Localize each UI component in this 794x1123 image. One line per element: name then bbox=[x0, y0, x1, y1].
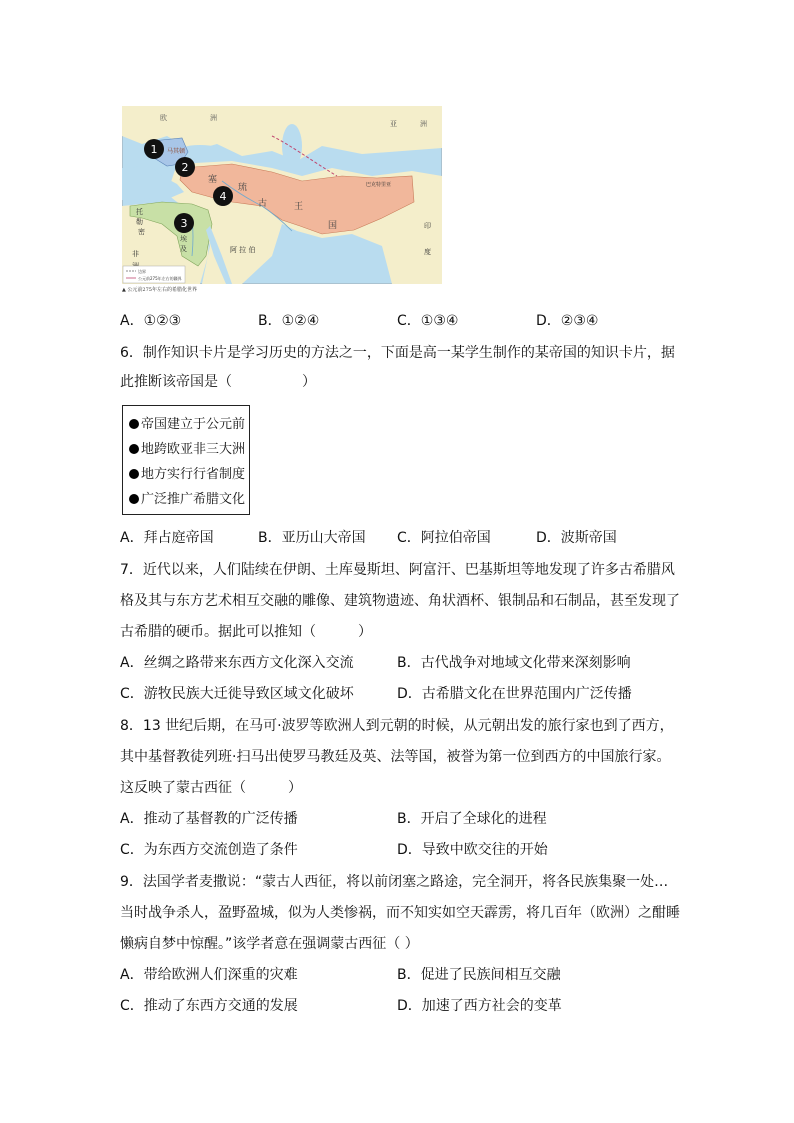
bullet-icon bbox=[129, 419, 139, 429]
q7-option-b[interactable]: B．古代战争对地域文化带来深刻影响 bbox=[397, 655, 631, 671]
bullet-icon bbox=[129, 469, 139, 479]
map-label: 亚 bbox=[390, 120, 397, 128]
q9-option-b[interactable]: B．促进了民族间相互交融 bbox=[397, 967, 561, 983]
card-item: 地方实行行省制度 bbox=[129, 462, 249, 487]
card-item: 地跨欧亚非三大洲 bbox=[129, 437, 249, 462]
map-marker-1 bbox=[144, 139, 164, 159]
map-label: 印 bbox=[424, 222, 431, 230]
q7-option-d[interactable]: D．古希腊文化在世界范围内广泛传播 bbox=[397, 686, 632, 702]
map-label: 度 bbox=[424, 248, 431, 256]
svg-text:2: 2 bbox=[181, 161, 189, 174]
map-label: 巴克特里亚 bbox=[366, 182, 392, 188]
q8-option-a[interactable]: A．推动了基督教的广泛传播 bbox=[120, 811, 298, 827]
svg-text:1: 1 bbox=[150, 143, 158, 156]
knowledge-card bbox=[122, 405, 250, 515]
svg-text:4: 4 bbox=[219, 190, 227, 203]
q9-stem-line-3: 懒病自梦中惊醒。”该学者意在强调蒙古西征（ ） bbox=[120, 936, 419, 952]
card-item: 帝国建立于公元前 bbox=[129, 412, 249, 437]
q5-option-b[interactable]: B．①②④ bbox=[258, 313, 320, 329]
q8-option-d[interactable]: D．导致中欧交往的开始 bbox=[397, 842, 548, 858]
q8-stem-line-3: 这反映了蒙古西征（ ） bbox=[120, 780, 302, 796]
q6-option-b[interactable]: B．亚历山大帝国 bbox=[258, 530, 366, 546]
q9-stem-line-2: 当时战争杀人，盈野盈城，似为人类惨祸，而不知实如空天霹雳，将几百年（欧洲）之酣睡 bbox=[120, 905, 680, 921]
q6-stem-line-1: 6．制作知识卡片是学习历史的方法之一，下面是高一某学生制作的某帝国的知识卡片，据 bbox=[120, 345, 675, 361]
map-label: 及 bbox=[180, 245, 187, 253]
q8-stem-line-2: 其中基督教徒列班·扫马出使罗马教廷及英、法等国，被誉为第一位到西方的中国旅行家。 bbox=[120, 749, 671, 765]
map-label: 其 bbox=[173, 148, 180, 155]
q7-option-a[interactable]: A．丝绸之路带来东西方文化深入交流 bbox=[120, 655, 354, 671]
q9-stem-line-1: 9．法国学者麦撒说：“蒙古人西征，将以前闭塞之路途，完全洞开，将各民族集聚一处… bbox=[120, 874, 669, 890]
map-label: 国 bbox=[328, 221, 338, 231]
q5-option-c[interactable]: C．①③④ bbox=[397, 313, 459, 329]
map-caspian-sea bbox=[282, 124, 302, 168]
q9-option-d[interactable]: D．加速了西方社会的变革 bbox=[397, 998, 562, 1014]
q5-option-d[interactable]: D．②③④ bbox=[536, 313, 599, 329]
map-label: 阿 拉 伯 bbox=[230, 246, 256, 254]
map-label: 塞 bbox=[208, 175, 218, 185]
map-label: 顿 bbox=[179, 148, 186, 155]
map-label: 勒 bbox=[136, 218, 143, 226]
q8-option-c[interactable]: C．为东西方交流创造了条件 bbox=[120, 842, 298, 858]
q7-stem-line-2: 格及其与东方艺术相互交融的雕像、建筑物遗迹、角状酒杯、银制品和石制品，甚至发现了 bbox=[120, 593, 680, 609]
svg-text:边界: 边界 bbox=[138, 269, 146, 274]
bullet-icon bbox=[129, 494, 139, 504]
q7-stem-line-3: 古希腊的硬币。据此可以推知（ ） bbox=[120, 624, 372, 640]
map-label: 琉 bbox=[238, 183, 248, 193]
q9-option-c[interactable]: C．推动了东西方交通的发展 bbox=[120, 998, 298, 1014]
bullet-icon bbox=[129, 444, 139, 454]
q9-option-a[interactable]: A．带给欧洲人们深重的灾难 bbox=[120, 967, 298, 983]
q6-option-d[interactable]: D．波斯帝国 bbox=[536, 530, 617, 546]
map-marker-2 bbox=[175, 157, 195, 177]
map-label: 非 bbox=[132, 250, 139, 258]
map-label: 洲 bbox=[420, 120, 427, 128]
card-item: 广泛推广希腊文化 bbox=[129, 487, 249, 512]
q8-stem-line-1: 8．13 世纪后期，在马可·波罗等欧洲人到元朝的时候，从元朝出发的旅行家也到了西方， bbox=[120, 718, 674, 734]
map-label: 埃 bbox=[180, 235, 187, 243]
map-caption: ▲ 公元前275年左右的希腊化世界 bbox=[122, 287, 197, 293]
q5-option-a[interactable]: A．①②③ bbox=[120, 313, 182, 329]
map-label: 王 bbox=[294, 202, 304, 212]
map-label: 马 bbox=[167, 148, 174, 155]
q6-option-a[interactable]: A．拜占庭帝国 bbox=[120, 530, 214, 546]
map-label: 欧 bbox=[160, 114, 167, 122]
q8-option-b[interactable]: B．开启了全球化的进程 bbox=[397, 811, 547, 827]
map-marker-4 bbox=[213, 186, 233, 206]
map-label: 洲 bbox=[210, 114, 217, 122]
map-marker-3 bbox=[174, 213, 194, 233]
svg-text:3: 3 bbox=[180, 217, 188, 230]
q6-option-c[interactable]: C．阿拉伯帝国 bbox=[397, 530, 491, 546]
q7-option-c[interactable]: C．游牧民族大迁徙导致区域文化破坏 bbox=[120, 686, 354, 702]
map-legend bbox=[123, 266, 185, 283]
q7-stem-line-1: 7．近代以来，人们陆续在伊朗、土库曼斯坦、阿富汗、巴基斯坦等地发现了许多古希腊风 bbox=[120, 562, 675, 578]
svg-text:公元前275年左右的疆界: 公元前275年左右的疆界 bbox=[138, 276, 182, 281]
map-label: 托 bbox=[136, 208, 143, 216]
map-label: 密 bbox=[138, 228, 145, 236]
map-label: 古 bbox=[258, 199, 268, 209]
q6-stem-line-2: 此推断该帝国是（ ） bbox=[120, 374, 316, 390]
hellenistic-world-map bbox=[122, 106, 442, 284]
